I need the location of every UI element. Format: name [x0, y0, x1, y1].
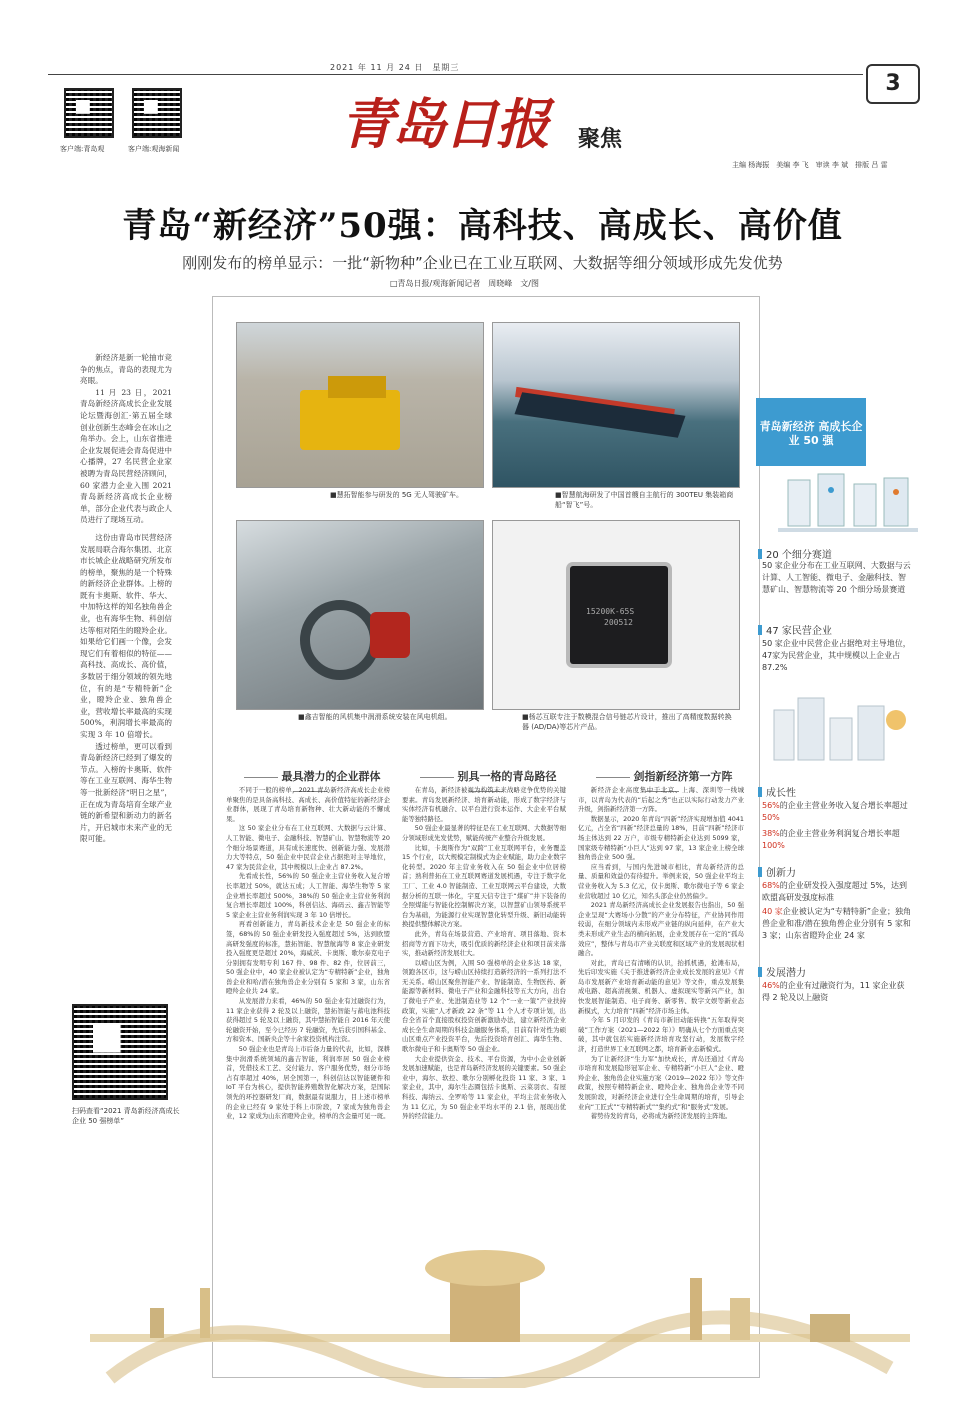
- body-paragraph: 以崂山区为例，入围 50 强榜单的企业多达 18 家，领跑各区市，这与崂山区持续打造新经济的一系列打法不无关系。崂山区聚焦智能产业、智能制造、生物医药、新能源等新材料、微电子产业和金融科技等五大方向，出台了微电子产业、先进制造业等 12 个“一业一策”产业扶持政策，实施“人才新政 22 条”等 11 个人才专项计划，出台全省首个直接股权投资创新激励办法，建立新经济企业成长全生命周期的科技金融服务体系，目前有针对性为硕山区重点产业投资平台，先后投资培育创汇、海华生物、歌尔微电子和卡奥斯等 50 强企业。: [402, 958, 566, 1054]
- body-paragraph: 这 50 家企业分布在工业互联网、大数据与云计算、人工智能、微电子、金融科技、智慧矿山、智慧物流等 20 个细分场景赛道，具有成长速度快、创新能力强、发展潜力大等特点，50 强企业中民营企业占据绝对主导地位，47 家为民营企业，其中规模以上企业占 87.2%。: [226, 824, 390, 871]
- stat-line: [762, 828, 912, 852]
- chip-marking-line: 200512: [604, 618, 633, 627]
- ranking-qr-caption: 扫码查看“2021 青岛新经济高成长企业 50 强榜单”: [72, 1107, 180, 1125]
- cable-coil-shape: [300, 600, 380, 680]
- stat-value: 38%: [762, 829, 780, 838]
- sidebar-text-potential: [762, 980, 912, 1004]
- body-paragraph: 先看成长性，56%的 50 强企业主营业务收入复合增长率超过 50%，就达五成；人工智能、海华生物等 5 家企业增长率超过 500%，38%的 50 强企业主营业务利润复合增长率超过 100%，科创信达、海码云、鑫吉智能等 5 家企业主营业务利润实现 3 年 10 倍增长。: [226, 872, 390, 919]
- column-title: 最具潜力的企业群体: [222, 768, 398, 797]
- stat-value: 50%: [762, 813, 780, 822]
- article-subheadline: 刚刚发布的榜单显示：一批“新物种”企业已在工业互联网、大数据等细分领域形成先发优势: [182, 254, 783, 272]
- newspaper-masthead: 青岛日报: [340, 92, 548, 156]
- city-skyline-illustration: [90, 1238, 910, 1388]
- sidebar-text-innovation: [762, 880, 912, 942]
- body-paragraph: 此外，青岛在场景营造、产业培育、项目落地、资本招商等方面下功夫，吸引优质的新经济企业和项目前来落实，推动新经济发展壮大。: [402, 929, 566, 958]
- ranking-qr-code[interactable]: [72, 1004, 168, 1100]
- photo-caption: ■慧拓智能参与研发的 5G 无人驾驶矿车。: [330, 491, 463, 499]
- chip-marking-line: 15200K-65S: [586, 607, 635, 616]
- stat-text: 的企业主营业务收入复合增长率超过: [779, 801, 908, 810]
- intro-column: [80, 352, 172, 845]
- stat-line: [762, 980, 912, 1004]
- sidebar-text: 50 家企业分布在工业互联网、大数据与云计算、人工智能、微电子、金融科技、智慧矿山、智慧物流等 20 个细分场景赛道: [762, 561, 911, 594]
- header-rule: [48, 74, 863, 75]
- qr-right-caption: 客户端:观海新闻: [128, 145, 180, 153]
- stat-text: 企业被认定为“专精特新”企业；独角兽企业和准/潜在独角兽企业分别有 5 家和 3 家；山东省瞪羚企业 24 家: [762, 907, 912, 940]
- photo-caption: ■杨芯互联专注于数模混合信号链芯片设计，推出了高精度数据转换器 (AD/DA)等芯片产品。: [522, 713, 732, 731]
- article-byline: □青岛日报/观海新闻记者 周晓峰 文/图: [390, 279, 539, 288]
- body-paragraph: 今年 5 月印发的《青岛市新旧动能转换“五年取得突破”工作方案（2021—2022 年）》明确从七个方面重点突破，其中就包括实施新经济培育攻坚行动，发展数字经济，打造世界工业互联网之都，培育新业态新模式。: [578, 1016, 744, 1054]
- stat-value: 68%: [762, 881, 780, 890]
- issue-date: 2021 年 11 月 24 日 星期三: [330, 63, 460, 72]
- photo-caption: ■鑫吉智能的风机集中润滑系统安装在风电机组。: [298, 713, 452, 721]
- intro-paragraph: 这份由青岛市民营经济发展局联合海尔集团、北京市长城企业战略研究所发布的榜单，聚焦的是一个特殊的新经济企业群体。上榜的既有卡奥斯、软件、华大、中加特这样的知名独角兽企业，也有海华生物、科创信达等相对陌生的瞪羚企业。如果给它们画一个像，会发现它们有着相似的特征——高科技、高成长、高价值，多数居于细分领域的领先地位，有的是“专精特新”企业，瞪羚企业、独角兽企业，营收增长率最高的实现 500%，利润增长率最高的实现 3 年 10 倍增长。: [80, 532, 172, 739]
- photo-caption: ■智慧航海研发了中国首艘自主航行的 300TEU 集装箱商船“智飞”号。: [555, 491, 734, 509]
- qr-code-left[interactable]: [64, 88, 114, 138]
- chip-marking: [586, 606, 634, 628]
- body-paragraph: 在青岛，新经济被视为构筑未来战略竞争优势的关键要素。青岛发展新经济、培育新动能，形成了数字经济与实体经济有机融合、以平台进行资本运作、大企业平台赋能等独特路径。: [402, 786, 566, 823]
- body-paragraph: 50 强企业最显著的特征是在工业互联网、大数据等细分领域形成先发优势，赋能传统产业整合升级发展。: [402, 824, 566, 842]
- infographic-banner: 青岛新经济 高成长企业 50 强: [756, 398, 866, 466]
- body-paragraph: 比如，卡奥斯作为“双跨”工业互联网平台，业务覆盖 15 个行业，以大规模定制模式为企业赋能，助力企业数字化转型。2020 年主营业务收入在 50 强企业中位居榜首；熟利普拓在工业互联网赛道发展机遇，专注于数字化工厂、工业 4.0 智能制造、工业互联网云平台建设，大数据分析的互联一体化，宇夏天信专注于“煤矿”井下装备的全照煤能与智能化控制解决方案，以智慧矿山领导系统平台为基础，为能源行业实现智慧化转型升级、新旧动能转换提供整体解决方案。: [402, 843, 566, 929]
- body-paragraph: 不同于一般的榜单，2021 青岛新经济高成长企业榜单聚焦的是具备高科技、高成长、高价值特征的新经济企业群体，展现了青岛培育新物种、壮大新动能的不懈成果。: [226, 786, 390, 823]
- body-paragraph: 大企业提供资金、技术、平台资源，为中小企业创新发展加速赋能，也是青岛新经济发展的关键要素。50 强企业中，海尔、软控、歌尔分别孵化投资 11 家、3 家、1 家企业，其中，海尔生态圈包括卡奥斯、云菜羽衣、有屋科技、海纳云、全罗哈等 11 家企业，平均主营业务收入为 11 亿元，为 50 强企业平均水平的 2.1 倍，展现出优异的经营能力。: [402, 1054, 566, 1121]
- body-paragraph: 为了让新经济“生力军”加快成长，青岛还通过《青岛市培育和发展隐形冠军企业、专精特新“小巨人”企业、瞪羚企业、独角兽企业实施方案（2019—2022 年）》等文件政策，按照专精特新企业、瞪羚企业、独角兽企业等不同发展阶段，对新经济企业进行全生命周期的培育，引导企业向“工匠式”“专精特新式”“集约式”和“服务式”发展。: [578, 1054, 744, 1111]
- server-illustration: [768, 470, 928, 550]
- article-column-3: [578, 786, 744, 1122]
- sidebar-heading: 创新力: [758, 864, 796, 879]
- body-paragraph: 从发展潜力来看，46%的 50 强企业有过融资行为，11 家企业获得 2 轮及以上融资，慧拓智能与蓄电池科技获得超过 5 轮及以上融资，其中慧拓智能自 2016 年天使轮融资开始，至今已经历 7 轮融资，先后获引国科基金、方和资本、国新央企等十余家投资机构注资。: [226, 997, 390, 1044]
- stat-line: [762, 880, 912, 904]
- body-paragraph: 蓄势待发的青岛，必将成为新经济发展的主阵地。: [590, 1112, 732, 1121]
- stat-line: [762, 906, 912, 942]
- body-paragraph: 再看创新能力，青岛新技术企业是 50 强企业的标签，68%的 50 强企业研发投入强度超过 5%，达到欧盟高研发强度的标准，慧拓智能、智慧航海等 8 家企业研发投入强度更是超过 20%，海威茨、卡奥斯、歌尔泰克电子分别拥有发明专利 167 件、98 件、82 件，位居前三，50 强企业中，40 家企业被认定为“专精特新”企业，独角兽企业和哈/潜在独角兽企业分别有 5 家和 3 家，山东省瞪羚企业共 24 家。: [226, 920, 390, 996]
- city-illustration: [768, 690, 918, 770]
- sidebar-heading: 发展潜力: [758, 964, 806, 979]
- pump-unit-shape: [370, 612, 410, 658]
- sidebar-heading: 成长性: [758, 784, 796, 799]
- stat-value: 40 家: [762, 907, 783, 916]
- editor-credits: 主编 杨海振 美编 李 飞 审读 李 斌 排版 吕 雷: [732, 161, 888, 169]
- intro-paragraph: 透过榜单，更可以看到青岛新经济已经到了爆发的节点。入榜的卡奥斯、软件等在工业互联网、海华生物等一批新经济“明日之星”，正在成为青岛培育全球产业链的新希望和新动力的新名片，开启城市未来产业的无限可能。: [80, 741, 172, 844]
- sidebar-text-growth: [762, 800, 912, 852]
- page-number: 3: [866, 64, 920, 104]
- stat-text: 的企业主营业务利润复合增长率超: [779, 829, 900, 838]
- truck-cab-shape: [328, 376, 386, 398]
- article-column-1: [226, 786, 390, 1122]
- sidebar-heading: 20 个细分赛道: [758, 546, 832, 561]
- intro-paragraph: 11 月 23 日，2021 青岛新经济高成长企业发展论坛暨海创汇·第五届全球创业创新生态峰会在冰山之角举办。会上，山东省推进企业发展促进会青岛促进中心播牌，27 名民营企业家被聘为青岛民营经济顾问，60 家潜力企业入围 2021 青岛新经济高成长企业榜单，部分企业代表与政企人员进行了现场互动。: [80, 387, 172, 525]
- sidebar-heading: 47 家民营企业: [758, 622, 832, 637]
- stat-value: 100%: [762, 841, 785, 850]
- section-name: 聚焦: [578, 126, 623, 152]
- article-column-2: [402, 786, 566, 1122]
- article-headline: 青岛“新经济”50强：高科技、高成长、高价值: [122, 206, 843, 246]
- body-paragraph: 新经济企业高度集中于北京、上海、深圳等一线城市，以青岛为代表的“后起之秀”也正以实际行动发力产业升级，剑指新经济第一方阵。: [578, 786, 744, 814]
- intro-paragraph: 新经济是新一轮抽市竞争的焦点，青岛的表现尤为亮眼。: [80, 353, 172, 386]
- body-paragraph: 对此，青岛已有清晰的认识，抬抓机遇，抢滩布局，先后印发实施《关于推进新经济企业成长发展的意见》《青岛市发展新产业培育新动能的意见》等文件，重点发展集成电路、超高清视频、机器人、虚拟现实等新兴产业，加快发展智能制造、电子商务、新零售、数字文娱等新业态新模式，大力培育“四新”经济市场主体。: [578, 958, 744, 1015]
- body-paragraph: 50 强企业也是青岛上市后备力量的代表，比如，深耕集中润滑系统领域的鑫吉智能，利润率居 50 强企业榜首，凭借技术工艺、交付能力、客户服务优势，细分市场占有率超过 40%，居全国第一，科创信达以智能硬件和 IoT 平台为核心，提供智能养殖数智化解决方案，是国际领先的环控器研发厂商，数据最有说服力，目上述市榜单的企业已经有 9 家处于科上市阶段，7 家成为独角兽企业，12 家成为山东省瞪羚企业，榜单的含金量可见一斑。: [226, 1045, 390, 1121]
- stat-text: 的企业有过融资行为，11 家企业获得 2 轮及以上融资: [762, 981, 905, 1002]
- stat-value: 46%: [762, 981, 780, 990]
- stat-value: 56%: [762, 801, 780, 810]
- sidebar-text: 50 家企业中民营企业占据绝对主导地位，47家为民营企业，其中规模以上企业占 87.2%: [762, 639, 911, 672]
- column-title: 剑指新经济第一方阵: [574, 768, 750, 797]
- qr-left-caption: 客户端:青岛观: [60, 145, 105, 153]
- truck-body-shape: [300, 390, 400, 450]
- body-paragraph: 数据显示，2020 年青岛“四新”经济实现增加值 4041 亿元，占全省“四新”经济总量的 18%，目前“四新”经济市场主体达到 22 万户，市级专精特新企业达到 5099 家，国家级专精特新“小巨人”达到 97 家，13 家企业上榜全球独角兽企业 500 强。: [578, 814, 744, 862]
- body-paragraph: 2021 青岛新经济高成长企业发展报告也指出，50 强企业呈现“大赛场小分散”的产业分布特征，产业协同作用较弱，在细分领域内未形成产业链的纵向延伸，在产业大类未形成产业生态的横向拓展，企业发展存在一定的“孤岛效应”，整体与青岛市产业关联度和区域产业的发展现状相融合。: [578, 901, 744, 958]
- qr-code-right[interactable]: [132, 88, 182, 138]
- stat-line: [762, 800, 912, 824]
- stat-text: 的企业研发投入强度超过 5%，达到欧盟高研发强度标准: [762, 881, 908, 902]
- body-paragraph: 应当看到，与国内先进城市相比，青岛新经济的总量、质量和效益仍有待提升。举例来说，50 强企业平均主营业务收入为 5.3 亿元，仅卡奥斯、歌尔微电子等 6 家企业营收超过 10 亿元，知名头部企业仍然偏少。: [578, 862, 744, 900]
- column-title: 别具一格的青岛路径: [398, 768, 574, 797]
